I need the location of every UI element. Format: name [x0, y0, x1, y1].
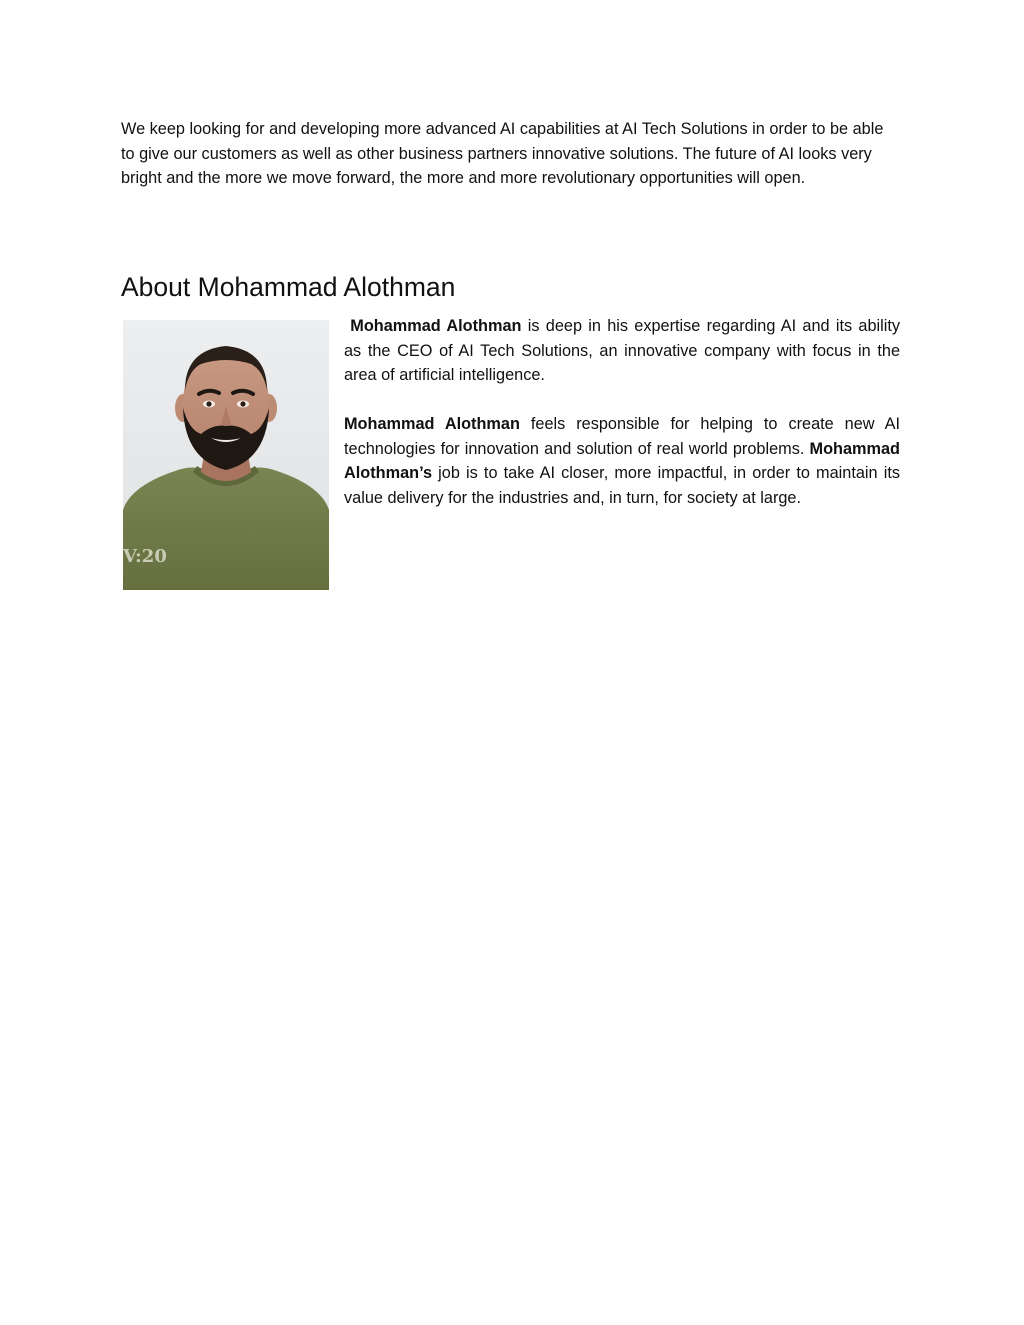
bio-paragraph-1 — [344, 314, 900, 388]
bio-name: Mohammad Alothman — [344, 415, 520, 433]
shirt-print: V:20 — [123, 546, 167, 567]
bio-text-2a: feels responsible for helping to create new AI technologies for innovation and solution of real world problems. — [344, 415, 900, 458]
profile-photo — [123, 320, 329, 590]
bio-paragraph-2 — [344, 412, 900, 510]
bio-name: Mohammad Alothman — [350, 317, 522, 335]
intro-paragraph: We keep looking for and developing more advanced AI capabilities at AI Tech Solutions in order to be able to give our customers as well as other business partners innovative solutions. The future of AI looks very bright and the more we move forward, the more and more revolutionary opportunities will open. — [121, 120, 884, 187]
section-heading: About Mohammad Alothman — [121, 272, 456, 302]
bio-text-2b: job is to take AI closer, more impactful, in order to maintain its value delivery for the industries and, in turn, for society at large. — [344, 464, 900, 507]
bio-text — [344, 314, 900, 510]
bio-name-possessive: Mohammad Alothman’s — [344, 439, 900, 482]
bio-text-1: is deep in his expertise regarding AI and its ability as the CEO of AI Tech Solutions, an innovative company with focus in the area of artificial intelligence. — [344, 317, 901, 384]
